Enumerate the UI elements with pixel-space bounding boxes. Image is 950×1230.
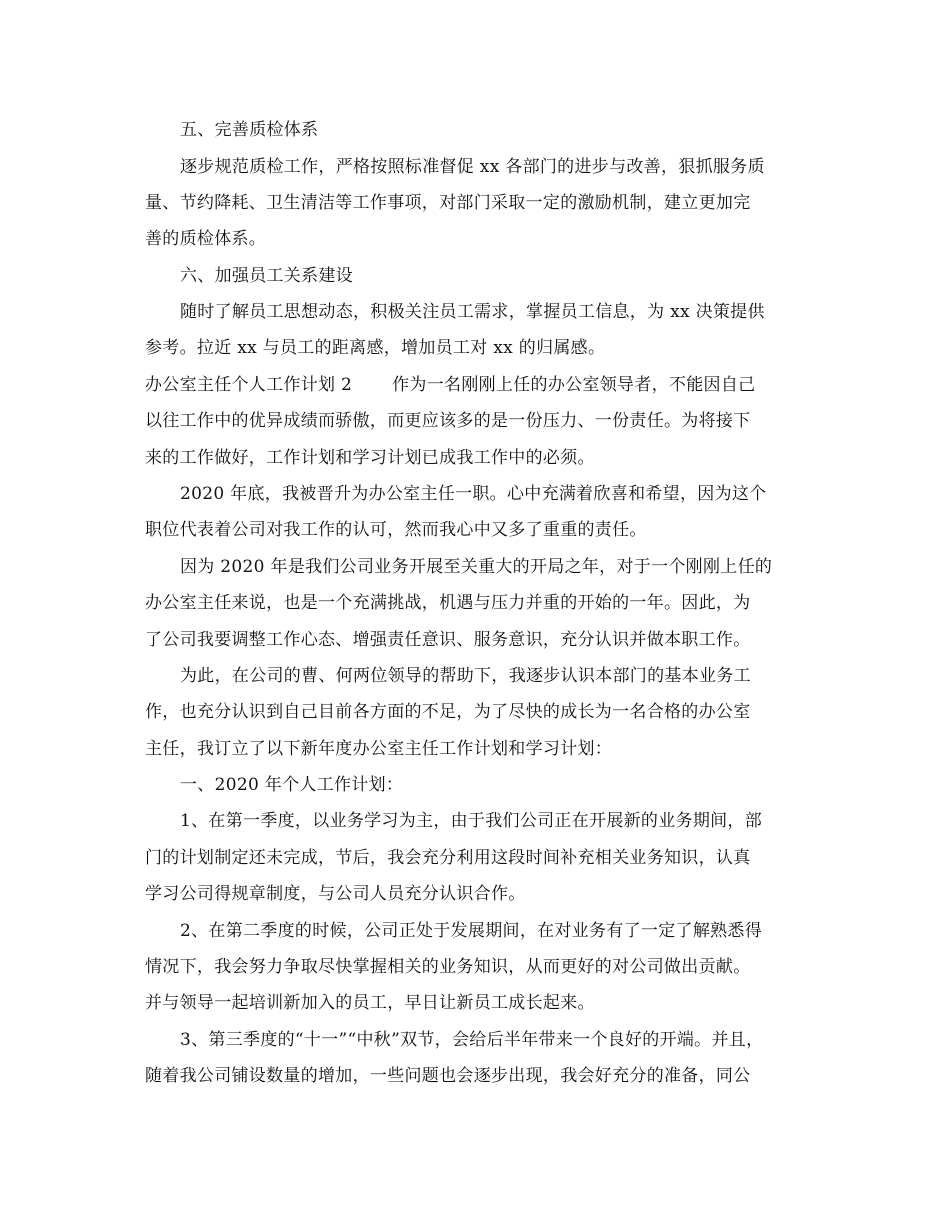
paragraph-line: 1、在第一季度，以业务学习为主，由于我们公司正在开展新的业务期间，部 <box>180 811 763 831</box>
paragraph-line: 了公司我要调整工作心态、增强责任意识、服务意识，充分认识并做本职工作。 <box>145 630 751 650</box>
paragraph-line: 作，也充分认识到自己目前各方面的不足，为了尽快的成长为一名合格的办公室 <box>145 702 751 722</box>
paragraph-line: 善的质检体系。 <box>145 229 267 249</box>
paragraph-line: 主任，我订立了以下新年度办公室主任工作计划和学习计划： <box>145 739 613 759</box>
section-heading-5: 五、完善质检体系 <box>180 120 319 140</box>
document-title: 办公室主任个人工作计划 2 <box>145 375 353 395</box>
paragraph-line: 2、在第二季度的时候，公司正处于发展期间，在对业务有了一定了解熟悉得 <box>180 921 763 941</box>
paragraph-line: 以往工作中的优异成绩而骄傲，而更应该多的是一份压力、一份责任。为将接下 <box>145 411 751 431</box>
paragraph-line: 2020 年底，我被晋升为办公室主任一职。心中充满着欣喜和希望，因为这个 <box>180 484 767 504</box>
paragraph-line: 职位代表着公司对我工作的认可，然而我心中又多了重重的责任。 <box>145 520 647 540</box>
paragraph-line: 随着我公司铺设数量的增加，一些问题也会逐步出现，我会好充分的准备，同公 <box>145 1066 751 1086</box>
paragraph-line: 来的工作做好，工作计划和学习计划已成我工作中的必须。 <box>145 448 595 468</box>
paragraph-line: 并与领导一起培训新加入的员工，早日让新员工成长起来。 <box>145 993 595 1013</box>
paragraph-line: 情况下，我会努力争取尽快掌握相关的业务知识，从而更好的对公司做出贡献。 <box>145 957 751 977</box>
section-heading-1: 一、2020 年个人工作计划： <box>180 775 404 795</box>
paragraph-line: 量、节约降耗、卫生清洁等工作事项，对部门采取一定的激励机制，建立更加完 <box>145 193 751 213</box>
paragraph-line: 因为 2020 年是我们公司业务开展至关重大的开局之年，对于一个刚刚上任的 <box>180 557 773 577</box>
paragraph-line: 逐步规范质检工作，严格按照标准督促 xx 各部门的进步与改善，狠抓服务质 <box>180 157 765 177</box>
paragraph-line: 参考。拉近 xx 与员工的距离感，增加员工对 xx 的归属感。 <box>145 338 606 358</box>
paragraph-line: 为此，在公司的曹、何两位领导的帮助下，我逐步认识本部门的基本业务工 <box>180 666 751 686</box>
paragraph-line: 3、第三季度的“十一”“中秋”双节，会给后半年带来一个良好的开端。并且， <box>180 1030 764 1050</box>
paragraph-line: 随时了解员工思想动态，积极关注员工需求，掌握员工信息，为 xx 决策提供 <box>180 302 765 322</box>
paragraph-line: 办公室主任来说，也是一个充满挑战，机遇与压力并重的开始的一年。因此，为 <box>145 593 751 613</box>
document-title-line <box>145 375 755 395</box>
paragraph-text: 作为一名刚刚上任的办公室领导者，不能因自己 <box>392 375 756 395</box>
paragraph-line: 门的计划制定还未完成，节后，我会充分利用这段时间补充相关业务知识，认真 <box>145 848 751 868</box>
section-heading-6: 六、加强员工关系建设 <box>180 266 353 286</box>
paragraph-line: 学习公司得规章制度，与公司人员充分认识合作。 <box>145 884 526 904</box>
